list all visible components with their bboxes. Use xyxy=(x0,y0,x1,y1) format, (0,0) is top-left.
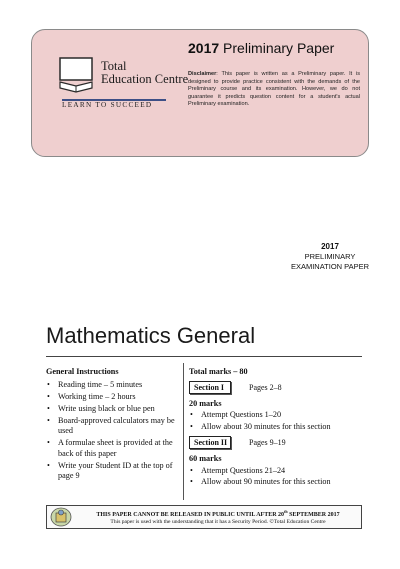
logo-name-line2: Education Centre xyxy=(101,72,189,86)
instructions-list xyxy=(46,380,182,482)
exam-code-line2: EXAMINATION PAPER xyxy=(290,262,370,271)
subject-title: Mathematics General xyxy=(46,323,256,348)
section-instruction-item: • Attempt Questions 1–20 xyxy=(189,410,369,421)
security-stamp-icon xyxy=(50,507,72,527)
release-notice-ordinal: th xyxy=(284,509,288,514)
logo xyxy=(52,52,192,112)
instruction-item: • Write using black or blue pen xyxy=(46,404,182,415)
exam-code-line1: PRELIMINARY xyxy=(304,252,356,261)
instruction-item: • A formulae sheet is provided at the back of this paper xyxy=(46,438,182,459)
exam-code xyxy=(290,242,370,272)
paper-title xyxy=(188,40,334,56)
exam-year: 2017 xyxy=(321,242,339,251)
release-notice-start: THIS PAPER CANNOT BE RELEASED IN PUBLIC UNTIL AFTER 20 xyxy=(96,512,285,518)
security-footer xyxy=(46,505,362,529)
title-divider xyxy=(46,356,362,357)
column-divider xyxy=(183,363,184,500)
section-pages: Pages 2–8 xyxy=(249,382,282,392)
section-instructions xyxy=(189,466,369,488)
marks-summary xyxy=(189,367,369,492)
header-panel xyxy=(31,29,369,157)
release-notice-end: SEPTEMBER 2017 xyxy=(287,512,340,518)
disclaimer-label: Disclaimer xyxy=(188,71,217,77)
security-period-note: This paper is used with the understanding that it has a Security Period. ©Total Education Centre xyxy=(110,519,326,525)
section-marks: 60 marks xyxy=(189,454,222,463)
total-marks: Total marks – 80 xyxy=(189,367,248,376)
instruction-item: • Working time – 2 hours xyxy=(46,392,182,403)
disclaimer-text: : This paper is written as a Preliminary paper. It is designed to provide practice consistent with the demands of the Preliminary course and its examination. However, we do not guarantee it predicts question content for a student's actual Preliminary examination. xyxy=(188,71,360,108)
section-pages: Pages 9–19 xyxy=(249,438,286,447)
instructions-heading: General Instructions xyxy=(46,367,119,376)
book-screen-icon xyxy=(56,56,102,100)
section-label-box: Section I xyxy=(189,381,231,394)
section-instruction-item: • Allow about 30 minutes for this section xyxy=(189,422,369,433)
section-header-1 xyxy=(189,381,369,397)
section-instruction-item: • Allow about 90 minutes for this section xyxy=(189,477,369,488)
instruction-item: • Reading time – 5 minutes xyxy=(46,380,182,391)
section-header-2 xyxy=(189,436,369,452)
section-instruction-item: • Attempt Questions 21–24 xyxy=(189,466,369,477)
logo-name-line1: Total xyxy=(101,59,127,73)
paper-title-text: Preliminary Paper xyxy=(223,40,335,56)
section-marks: 20 marks xyxy=(189,398,222,408)
section-label-box: Section II xyxy=(189,436,231,449)
instruction-item: • Write your Student ID at the top of page 9 xyxy=(46,461,182,482)
general-instructions xyxy=(46,367,182,483)
logo-tagline: LEARN TO SUCCEED xyxy=(62,101,153,109)
disclaimer xyxy=(188,71,360,109)
instruction-item: • Board-approved calculators may be used xyxy=(46,416,182,437)
section-instructions xyxy=(189,410,369,432)
paper-title-year: 2017 xyxy=(188,40,220,56)
